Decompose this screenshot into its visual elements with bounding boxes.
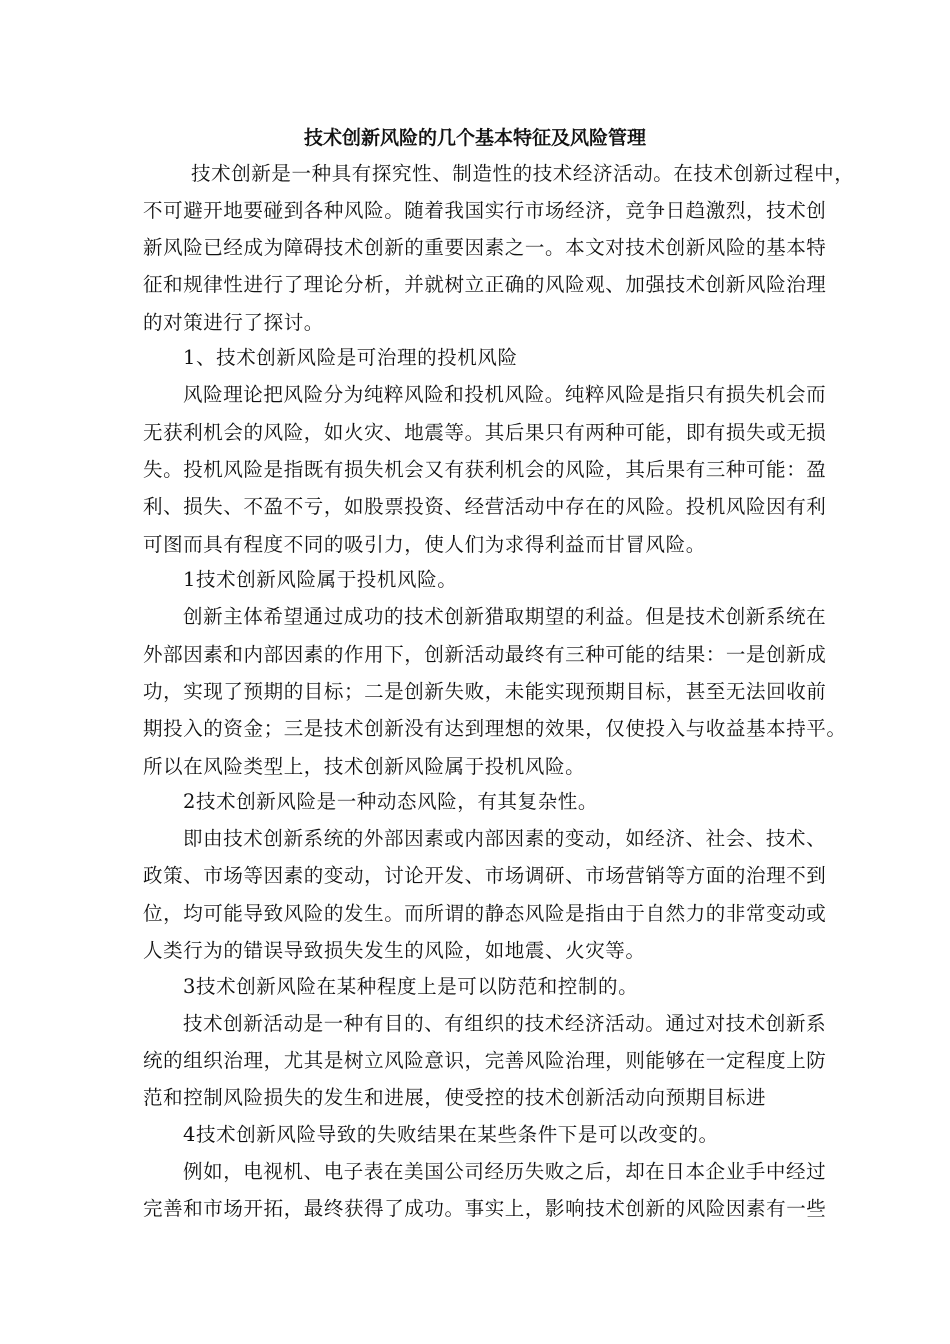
paragraph-line: 征和规律性进行了理论分析，并就树立正确的风险观、加强技术创新风险治理 (143, 273, 827, 296)
paragraph-line: 人类行为的错误导致损失发生的风险，如地震、火灾等。 (143, 939, 646, 962)
paragraph-line: 范和控制风险损失的发生和进展，使受控的技术创新活动向预期目标进 (143, 1086, 767, 1109)
paragraph-line: 例如，电视机、电子表在美国公司经历失败之后，却在日本企业手中经过 (183, 1160, 827, 1183)
paragraph-line: 位，均可能导致风险的发生。而所谓的静态风险是指由于自然力的非常变动或 (143, 902, 827, 925)
paragraph-line: 的对策进行了探讨。 (143, 311, 324, 334)
paragraph-line: 可图而具有程度不同的吸引力，使人们为求得利益而甘冒风险。 (143, 533, 706, 556)
paragraph-line: 新风险已经成为障碍技术创新的重要因素之一。本文对技术创新风险的基本特 (143, 236, 827, 259)
paragraph-line: 技术创新是一种具有探究性、制造性的技术经济活动。在技术创新过程中， (191, 162, 855, 185)
paragraph-line: 技术创新活动是一种有目的、有组织的技术经济活动。通过对技术创新系 (183, 1012, 827, 1035)
subsection-heading: 2技术创新风险是一种动态风险，有其复杂性。 (183, 790, 599, 813)
paragraph-line: 外部因素和内部因素的作用下，创新活动最终有三种可能的结果：一是创新成 (143, 643, 827, 666)
paragraph-line: 期投入的资金；三是技术创新没有达到理想的效果，仅使投入与收益基本持平。 (143, 717, 847, 740)
paragraph-line: 功，实现了预期的目标；二是创新失败，未能实现预期目标，甚至无法回收前 (143, 680, 827, 703)
paragraph-line: 统的组织治理，尤其是树立风险意识，完善风险治理，则能够在一定程度上防 (143, 1049, 827, 1072)
paragraph-line: 无获利机会的风险，如火灾、地震等。其后果只有两种可能，即有损失或无损 (143, 421, 827, 444)
subsection-heading: 3技术创新风险在某种程度上是可以防范和控制的。 (183, 975, 639, 998)
subsection-heading: 4技术创新风险导致的失败结果在某些条件下是可以改变的。 (183, 1123, 719, 1146)
paragraph-line: 风险理论把风险分为纯粹风险和投机风险。纯粹风险是指只有损失机会而 (183, 383, 827, 406)
paragraph-line: 失。投机风险是指既有损失机会又有获利机会的风险，其后果有三种可能：盈 (143, 458, 827, 481)
paragraph-line: 利、损失、不盈不亏，如股票投资、经营活动中存在的风险。投机风险因有利 (143, 495, 827, 518)
paragraph-line: 即由技术创新系统的外部因素或内部因素的变动，如经济、社会、技术、 (183, 827, 827, 850)
paragraph-line: 创新主体希望通过成功的技术创新猎取期望的利益。但是技术创新系统在 (183, 605, 827, 628)
subsection-heading: 1技术创新风险属于投机风险。 (183, 568, 458, 591)
document-title: 技术创新风险的几个基本特征及风险管理 (303, 127, 646, 149)
section-heading: 1、技术创新风险是可治理的投机风险 (183, 346, 518, 369)
paragraph-line: 所以在风险类型上，技术创新风险属于投机风险。 (143, 755, 586, 778)
paragraph-line: 不可避开地要碰到各种风险。随着我国实行市场经济，竞争日趋激烈，技术创 (143, 199, 827, 222)
paragraph-line: 政策、市场等因素的变动，讨论开发、市场调研、市场营销等方面的治理不到 (143, 864, 827, 887)
paragraph-line: 完善和市场开拓，最终获得了成功。事实上，影响技术创新的风险因素有一些 (143, 1197, 827, 1220)
